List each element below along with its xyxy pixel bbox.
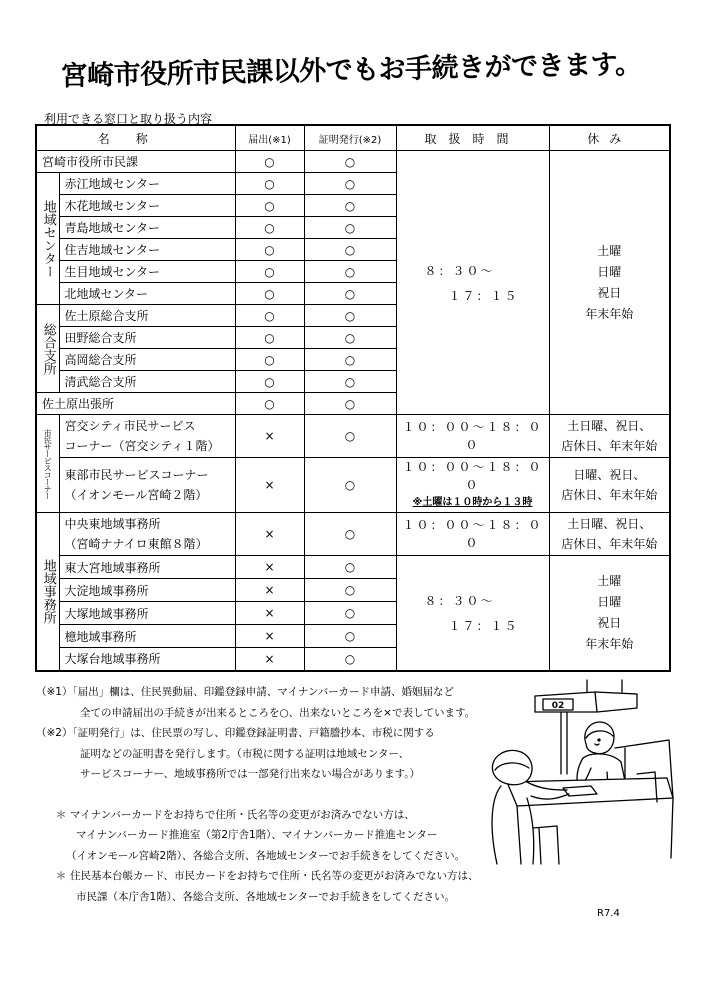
shomei-mark: ○ (304, 393, 396, 415)
todoke-mark: ○ (235, 173, 304, 195)
note-2-line3: サービスコーナー、地域事務所では一部発行出来ない場合があります。） (80, 768, 420, 780)
counter-number: 02 (551, 701, 565, 711)
hours-chuo: １０：００～１８：００ (396, 513, 549, 556)
note-1-line2: 全ての申請届出の手続きが出来るところを○、出来ないところを×で表しています。 (80, 706, 476, 719)
hours-tobu-main: １０：００～１８：００ (402, 460, 543, 492)
shomei-mark: ○ (304, 239, 396, 261)
todoke-mark: × (235, 579, 304, 602)
todoke-mark: ○ (235, 327, 304, 349)
shomei-mark: ○ (304, 195, 396, 217)
shomei-mark: ○ (304, 217, 396, 239)
shomei-mark: ○ (304, 151, 396, 173)
note-1-line1: （※1）「届出」欄は、住民異動届、印鑑登録申請、マイナンバーカード申請、婚姻届など (36, 686, 455, 698)
shomei-mark: ○ (304, 458, 396, 513)
table-row (36, 415, 670, 458)
table-row (36, 513, 670, 556)
group-chiiki-jimusho (36, 513, 59, 671)
hours-jimusho (396, 556, 549, 671)
star-note-2-line2: 市民課（本庁舎1階）、各総合支所、各地域センターでお手続きをしてください。 (76, 890, 456, 903)
office-name-line1: 東部市民サービスコーナー (64, 468, 209, 482)
office-name (59, 415, 235, 458)
office-name: 赤江地域センター (59, 173, 235, 195)
holiday-tobu (549, 458, 670, 513)
table-row (36, 151, 670, 173)
holiday-main (549, 151, 670, 415)
todoke-mark: ○ (235, 393, 304, 415)
todoke-mark: ○ (235, 195, 304, 217)
star-note-2-text: 住民基本台帳カード、市民カードをお持ちで住所・氏名等の変更がお済みでない方は、 (70, 870, 479, 882)
hours-main-start: ８：３０～ (424, 263, 495, 278)
office-name: 生目地域センター (59, 261, 235, 283)
holiday-jimusho (549, 556, 670, 671)
holiday-item: 土曜 (597, 243, 622, 258)
header-name: 名称 (36, 125, 235, 151)
todoke-mark: ○ (235, 349, 304, 371)
shomei-mark: ○ (304, 305, 396, 327)
todoke-mark: × (235, 458, 304, 513)
asterisk-icon: ＊ (55, 870, 67, 882)
shomei-mark: ○ (304, 415, 396, 458)
hours-main-end: １７：１５ (448, 288, 519, 303)
todoke-mark: × (235, 513, 304, 556)
note-2-line2: 証明などの証明書を発行します。（市税に関する証明は地域センター、 (80, 747, 410, 760)
holiday-item: 年末年始 (585, 636, 634, 651)
todoke-mark: ○ (235, 217, 304, 239)
holiday-chuo (549, 513, 670, 556)
office-name: 檍地域事務所 (59, 625, 235, 648)
notes-section (36, 682, 506, 907)
office-name-line1: 中央東地域事務所 (64, 517, 161, 531)
holiday-item: 店休日、年末年始 (561, 537, 658, 551)
header-hours: 取扱時間 (396, 125, 549, 151)
group-sogo-shisho (36, 305, 59, 393)
holiday-item: 祝日 (597, 615, 622, 630)
shomei-mark: ○ (304, 173, 396, 195)
todoke-mark: ○ (235, 261, 304, 283)
office-name: 高岡総合支所 (59, 349, 235, 371)
office-name: 田野総合支所 (59, 327, 235, 349)
todoke-mark: × (235, 556, 304, 579)
shomei-mark: ○ (304, 648, 396, 671)
star-note-1-line1 (36, 805, 506, 826)
holiday-item: 土日曜、祝日、 (567, 419, 652, 433)
office-name-line2: （宮崎ナナイロ東館８階） (64, 537, 208, 551)
office-name-line2: コーナー（宮交シティ１階） (64, 439, 220, 453)
todoke-mark: × (235, 415, 304, 458)
hours-jimusho-start: ８：３０～ (424, 593, 495, 608)
holiday-item: 店休日、年末年始 (561, 439, 658, 453)
office-name: 大塚台地域事務所 (59, 648, 235, 671)
todoke-mark: ○ (235, 239, 304, 261)
hours-miyako: １０：００～１８：００ (396, 415, 549, 458)
office-name-line2: （イオンモール宮崎２階） (64, 488, 208, 502)
group-label: 市民サービスコーナー (43, 428, 53, 499)
shomei-mark: ○ (304, 283, 396, 305)
todoke-mark: ○ (235, 283, 304, 305)
hours-tobu-note: ※土曜は１０時から１３時 (412, 497, 533, 508)
holiday-item: 祝日 (597, 285, 622, 300)
office-name: 清武総合支所 (59, 371, 235, 393)
holiday-item: 土日曜、祝日、 (567, 517, 652, 531)
hours-tobu (396, 458, 549, 513)
note-2-line1: （※2）「証明発行」は、住民票の写し、印鑑登録証明書、戸籍謄抄本、市税に関する (36, 727, 435, 739)
todoke-mark: × (235, 625, 304, 648)
holiday-item: 日曜 (597, 594, 622, 609)
asterisk-icon: ＊ (55, 808, 67, 821)
todoke-mark: ○ (235, 305, 304, 327)
shomei-mark: ○ (304, 349, 396, 371)
office-name: 佐土原出張所 (36, 393, 235, 415)
hours-jimusho-end: １７：１５ (448, 618, 519, 633)
holiday-item: 年末年始 (585, 306, 634, 321)
table-row (36, 458, 670, 513)
star-note-1-text: マイナンバーカードをお持ちで住所・氏名等の変更がお済みでない方は、 (70, 808, 415, 821)
header-todoke: 届出(※1) (235, 125, 304, 151)
table-caption: 利用できる窓口と取り扱う内容 (44, 112, 213, 126)
holiday-item: 日曜 (597, 264, 622, 279)
service-window-table (35, 124, 671, 672)
shomei-mark: ○ (304, 513, 396, 556)
office-name: 青島地域センター (59, 217, 235, 239)
header-shomei: 証明発行(※2) (304, 125, 396, 151)
shomei-mark: ○ (304, 327, 396, 349)
shomei-mark: ○ (304, 579, 396, 602)
group-label: 地域事務所 (40, 558, 56, 624)
group-chiiki-center (36, 173, 59, 305)
hours-main (396, 151, 549, 415)
shomei-mark: ○ (304, 602, 396, 625)
star-note-2-line1 (36, 866, 506, 887)
holiday-item: 店休日、年末年始 (561, 488, 658, 502)
page-title: 宮崎市役所市民課以外でもお手続きができます。 (60, 48, 642, 93)
office-name (59, 458, 235, 513)
office-name: 東大宮地域事務所 (59, 556, 235, 579)
office-name: 住吉地域センター (59, 239, 235, 261)
holiday-item: 日曜、祝日、 (573, 468, 646, 482)
office-name: 大淀地域事務所 (59, 579, 235, 602)
office-name: 宮崎市役所市民課 (36, 151, 235, 173)
group-service-corner (36, 415, 59, 513)
holiday-miyako (549, 415, 670, 458)
counter-clerk-illustration (487, 678, 677, 868)
todoke-mark: ○ (235, 151, 304, 173)
shomei-mark: ○ (304, 371, 396, 393)
todoke-mark: × (235, 602, 304, 625)
star-note-1-line3: （イオンモール宮崎2階）、各総合支所、各地域センターでお手続きをしてください。 (66, 849, 466, 862)
star-note-1-line2: マイナンバーカード推進室（第2庁舎1階）、マイナンバーカード推進センター (76, 829, 438, 841)
holiday-item: 土曜 (597, 573, 622, 588)
group-label: 総合支所 (40, 322, 56, 375)
version-label: R7.4 (597, 908, 620, 919)
office-name-line1: 宮交シティ市民サービス (64, 419, 196, 433)
shomei-mark: ○ (304, 261, 396, 283)
office-name: 佐土原総合支所 (59, 305, 235, 327)
group-label: 地域センター (40, 199, 56, 278)
office-name (59, 513, 235, 556)
table-header-row (36, 125, 670, 151)
office-name: 大塚地域事務所 (59, 602, 235, 625)
shomei-mark: ○ (304, 556, 396, 579)
todoke-mark: ○ (235, 371, 304, 393)
shomei-mark: ○ (304, 625, 396, 648)
table-row (36, 556, 670, 579)
office-name: 北地域センター (59, 283, 235, 305)
todoke-mark: × (235, 648, 304, 671)
office-name: 木花地域センター (59, 195, 235, 217)
header-holiday: 休み (549, 125, 670, 151)
